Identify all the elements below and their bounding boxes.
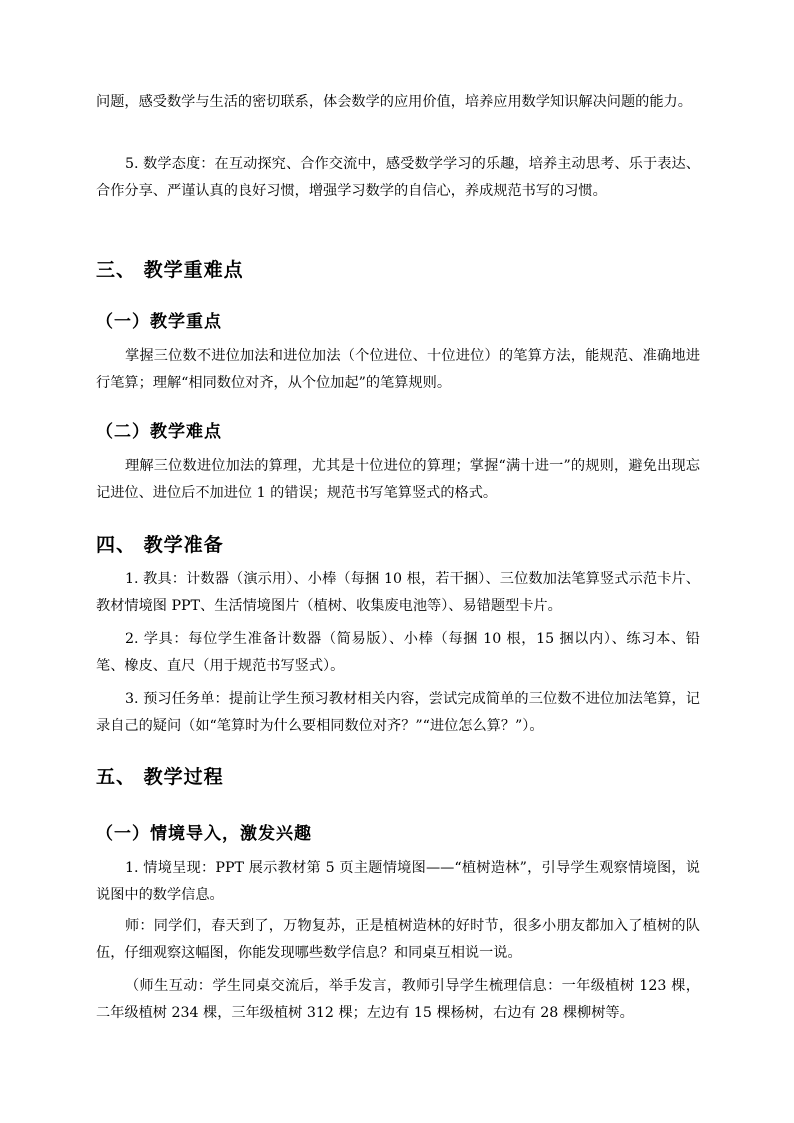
difficulty-text: 理解三位数进位加法的算理，尤其是十位进位的算理；掌握“满十进一”的规则，避免出现忘记进位、进位后不加进位 1 的错误；规范书写笔算竖式的格式。 <box>96 458 700 501</box>
prep-item-3: 3. 预习任务单：提前让学生预习教材相关内容，尝试完成简单的三位数不进位加法笔算，记录自己的疑问（如“笔算时为什么要相同数位对齐？”“进位怎么算？”）。 <box>96 691 700 734</box>
section-3-heading: 三、 教学重难点 <box>96 259 244 281</box>
key-points-text: 掌握三位数不进位加法和进位加法（个位进位、十位进位）的笔算方法，能规范、准确地进行笔算；理解“相同数位对齐，从个位加起”的笔算规则。 <box>96 348 700 391</box>
difficulty-heading: （二）教学难点 <box>96 422 222 442</box>
intro-heading: （一）情境导入，激发兴趣 <box>96 824 312 844</box>
objective-5: 5. 数学态度：在互动探究、合作交流中，感受数学学习的乐趣，培养主动思考、乐于表达、合作分享、严谨认真的良好习惯，增强学习数学的自信心，养成规范书写的习惯。 <box>96 156 700 199</box>
teacher-dialogue: 师：同学们，春天到了，万物复苏，正是植树造林的好时节，很多小朋友都加入了植树的队伍，仔细观察这幅图，你能发现哪些数学信息？和同桌互相说一说。 <box>96 918 700 961</box>
prep-item-2: 2. 学具：每位学生准备计数器（简易版）、小棒（每捆 10 根，15 捆以内）、练习本、铅笔、橡皮、直尺（用于规范书写竖式）。 <box>96 631 700 674</box>
intro-item-1: 1. 情境呈现：PPT 展示教材第 5 页主题情境图——“植树造林”，引导学生观察情境图，说说图中的数学信息。 <box>96 860 700 903</box>
teacher-student-interaction: （师生互动：学生同桌交流后，举手发言，教师引导学生梳理信息：一年级植树 123 棵，二年级植树 234 棵，三年级植树 312 棵；左边有 15 棵杨树，右边有 28 棵柳树等。 <box>96 978 700 1021</box>
section-4-heading: 四、 教学准备 <box>96 534 224 556</box>
prep-item-1: 1. 教具：计数器（演示用）、小棒（每捆 10 根，若干捆）、三位数加法笔算竖式示范卡片、教材情境图 PPT、生活情境图片（植树、收集废电池等）、易错题型卡片。 <box>96 571 700 614</box>
section-5-heading: 五、 教学过程 <box>96 766 224 788</box>
paragraph-continuation: 问题，感受数学与生活的密切联系，体会数学的应用价值，培养应用数学知识解决问题的能力。 <box>96 94 692 110</box>
key-points-heading: （一）教学重点 <box>96 312 222 332</box>
